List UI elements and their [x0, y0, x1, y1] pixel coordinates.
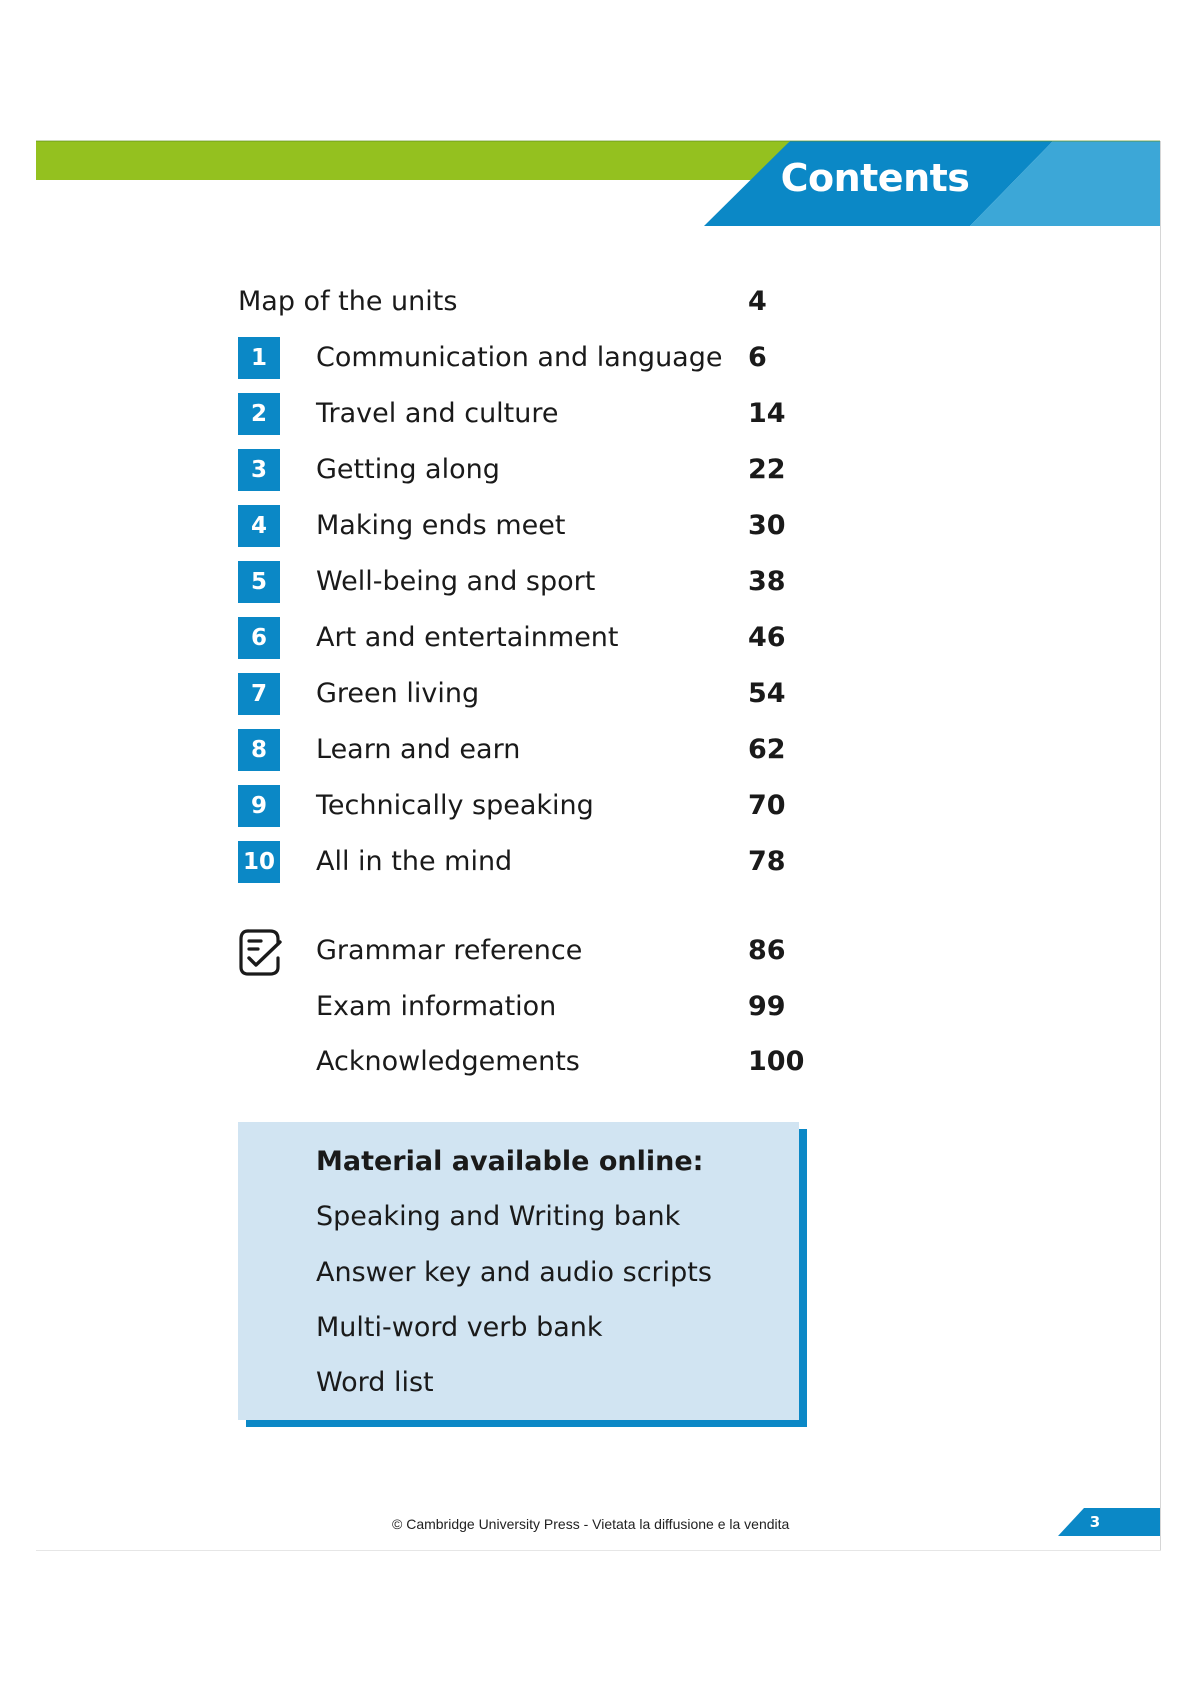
toc-title: Acknowledgements: [316, 1046, 580, 1077]
toc-page: 6: [748, 342, 767, 373]
toc-page: 78: [748, 846, 786, 877]
online-material-heading: Material available online:: [316, 1146, 704, 1177]
toc-page: 54: [748, 678, 786, 709]
toc-title: Well-being and sport: [316, 566, 596, 597]
toc-page: 14: [748, 398, 786, 429]
toc-title: All in the mind: [316, 846, 513, 877]
toc-title: Making ends meet: [316, 510, 566, 541]
unit-number-badge: 2: [238, 393, 280, 435]
unit-number-badge: 10: [238, 841, 280, 883]
toc-title: Communication and language: [316, 342, 723, 373]
online-material-item[interactable]: Word list: [316, 1367, 434, 1398]
toc-page: 70: [748, 790, 786, 821]
toc-title: Green living: [316, 678, 480, 709]
toc-page: 62: [748, 734, 786, 765]
unit-number-badge: 3: [238, 449, 280, 491]
online-material-item[interactable]: Speaking and Writing bank: [316, 1201, 681, 1232]
unit-number-badge: 8: [238, 729, 280, 771]
copyright-notice: © Cambridge University Press - Vietata la diffusione e la vendita: [392, 1516, 790, 1532]
toc-page: 86: [748, 935, 786, 966]
toc-page: 46: [748, 622, 786, 653]
toc-title: Technically speaking: [316, 790, 594, 821]
toc-page: 30: [748, 510, 786, 541]
page-number: 3: [1089, 1513, 1101, 1531]
unit-number-badge: 6: [238, 617, 280, 659]
toc-title: Learn and earn: [316, 734, 521, 765]
toc-page: 38: [748, 566, 786, 597]
toc-title: Art and entertainment: [316, 622, 619, 653]
page-title: Contents: [780, 156, 970, 200]
online-material-item[interactable]: Multi-word verb bank: [316, 1312, 603, 1343]
unit-number-badge: 9: [238, 785, 280, 827]
unit-number-badge: 4: [238, 505, 280, 547]
toc-page: 22: [748, 454, 786, 485]
online-material-item[interactable]: Answer key and audio scripts: [316, 1257, 712, 1288]
toc-title: Travel and culture: [316, 398, 559, 429]
toc-page: 4: [748, 286, 767, 317]
toc-page: 100: [748, 1046, 805, 1077]
toc-title: Grammar reference: [316, 935, 583, 966]
unit-number-badge: 1: [238, 337, 280, 379]
unit-number-badge: 5: [238, 561, 280, 603]
toc-title: Exam information: [316, 991, 557, 1022]
toc-title: Getting along: [316, 454, 500, 485]
toc-title: Map of the units: [238, 286, 458, 317]
unit-number-badge: 7: [238, 673, 280, 715]
toc-page: 99: [748, 991, 786, 1022]
